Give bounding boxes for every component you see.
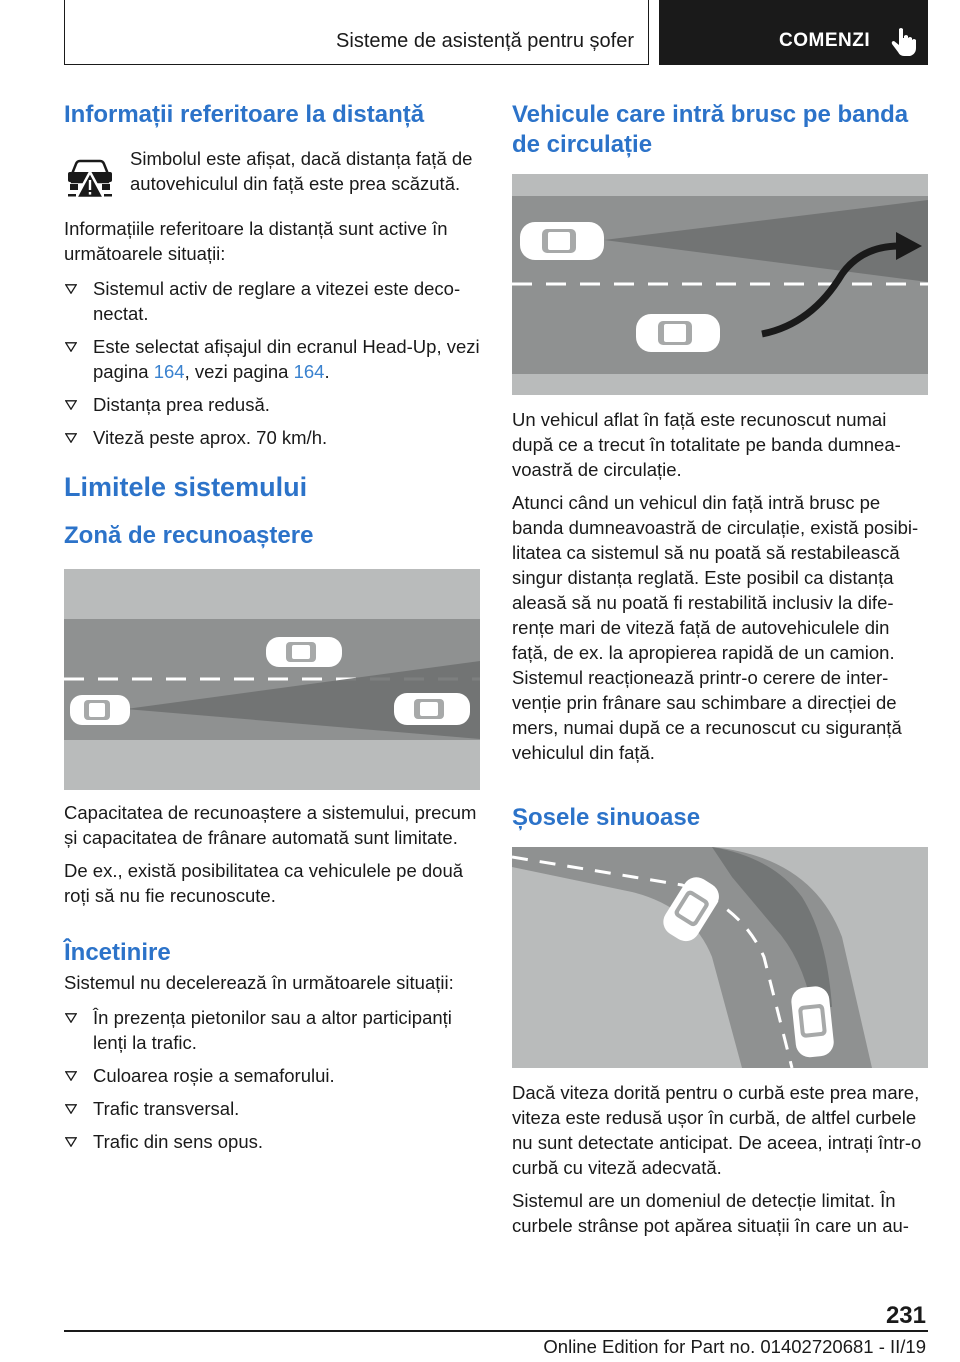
distance-warning-icon: [64, 148, 116, 200]
two-wheel-text: De ex., există posibilitatea ca vehiculele pe două roți să nu fie recunoscute.: [64, 860, 464, 906]
page-header: [64, 0, 928, 65]
list-item: Trafic din sens opus.: [64, 1129, 480, 1154]
section-title-box: [64, 0, 649, 65]
right-column: [512, 100, 928, 1238]
car-ahead: [394, 693, 470, 725]
detection-text: Capacitatea de recunoaștere a sistemului, precum și capacitatea de frânare automată sunt limitate.: [64, 802, 477, 848]
slowdown-intro: Sistemul nu decelerează în următoarele situații:: [64, 972, 454, 993]
heading-winding-roads: Șosele sinuoase: [512, 804, 701, 831]
list-item: Distanța prea redusă.: [64, 392, 480, 417]
list-item: Trafic transversal.: [64, 1096, 480, 1121]
heading-cut-in: Vehicule care intră brusc pe banda de circulație: [512, 101, 909, 158]
heading-system-limits: Limitele sistemului: [64, 472, 308, 502]
cut-in-text-2: Atunci când un vehicul din față intră brusc pe banda dumneavoastră de circulație, există posibilitatea ca sistemul să nu poată să restabilească singur distanța reglată. Este posibil ca distanța aleasă să nu poată fi restabilită inclusiv la diferențe mari de viteză față de autovehiculele din față, de ex. la apropierea rapidă de un camion. Sistemul reacționează printr-o cerere de intervenție prin frânare sau schimbare a direcției de mers, numai după ce a recunoscut cu siguranță vehiculul din față.: [512, 492, 919, 763]
car-cutting-in: [636, 314, 720, 352]
triangle-bullet-icon: [65, 284, 77, 294]
winding-road-illustration: [512, 847, 928, 1068]
list-item: Este selectat afișajul din ecranul Head-Up, vezi pagina 164, vezi pagina 164.: [64, 334, 480, 384]
footer-divider: [64, 1330, 928, 1332]
triangle-bullet-icon: [65, 1104, 77, 1114]
left-column: [64, 100, 480, 1162]
edition-info: Online Edition for Part no. 01402720681 - II/19: [543, 1336, 926, 1357]
triangle-bullet-icon: [65, 342, 77, 352]
cut-in-illustration: [512, 174, 928, 395]
car-own: [790, 985, 835, 1059]
triangle-bullet-icon: [65, 433, 77, 443]
distance-info-list: [64, 276, 480, 450]
page-link-164[interactable]: 164: [153, 361, 185, 382]
car-front-lane: [266, 637, 342, 667]
list-item: Sistemul activ de reglare a vitezei este deconectat.: [64, 276, 480, 326]
list-item: În prezența pietonilor sau a altor participanți lenți la trafic.: [64, 1005, 480, 1055]
page-number: 231: [885, 1302, 926, 1329]
car-front-lane: [520, 222, 604, 260]
section-title: Sisteme de asistență pentru șofer: [336, 30, 634, 52]
chapter-tab[interactable]: [659, 0, 928, 65]
page-link-164[interactable]: 164: [293, 361, 325, 382]
triangle-bullet-icon: [65, 1137, 77, 1147]
hand-pointer-icon: [891, 26, 917, 56]
curves-text-2: Sistemul are un domeniul de detecție limitat. În curbele strânse pot apărea situații în care un au-: [512, 1190, 909, 1236]
heading-detection-range: Zonă de recunoaștere: [64, 522, 314, 549]
distance-info-intro: Informațiile referitoare la distanță sunt active în următoarele situații:: [64, 218, 448, 264]
list-item: Culoarea roșie a semaforului.: [64, 1063, 480, 1088]
triangle-bullet-icon: [65, 1071, 77, 1081]
triangle-bullet-icon: [65, 1013, 77, 1023]
car-own: [70, 695, 130, 725]
symbol-description: Simbolul este afișat, dacă distanța față de autovehiculul din față este prea scăzută.: [130, 148, 473, 194]
cut-in-text-1: Un vehicul aflat în față este recunoscut numai după ce a trecut în totalitate pe banda dumneavoastră de circulație.: [512, 409, 901, 480]
curves-text-1: Dacă viteza dorită pentru o curbă este prea mare, viteza este redusă ușor în curbă, de altfel curbele nu sunt detectate anticipat. De aceea, intrați într-o curbă cu viteză adecvată.: [512, 1082, 922, 1178]
chapter-tab-label: COMENZI: [779, 30, 871, 51]
heading-distance-info: Informații referitoare la distanță: [64, 101, 425, 128]
list-item: Viteză peste aprox. 70 km/h.: [64, 425, 480, 450]
heading-slowdown: Încetinire: [64, 939, 171, 966]
detection-range-illustration: [64, 569, 480, 790]
slowdown-list: [64, 1005, 480, 1154]
triangle-bullet-icon: [65, 400, 77, 410]
distance-warning-block: [64, 146, 480, 208]
